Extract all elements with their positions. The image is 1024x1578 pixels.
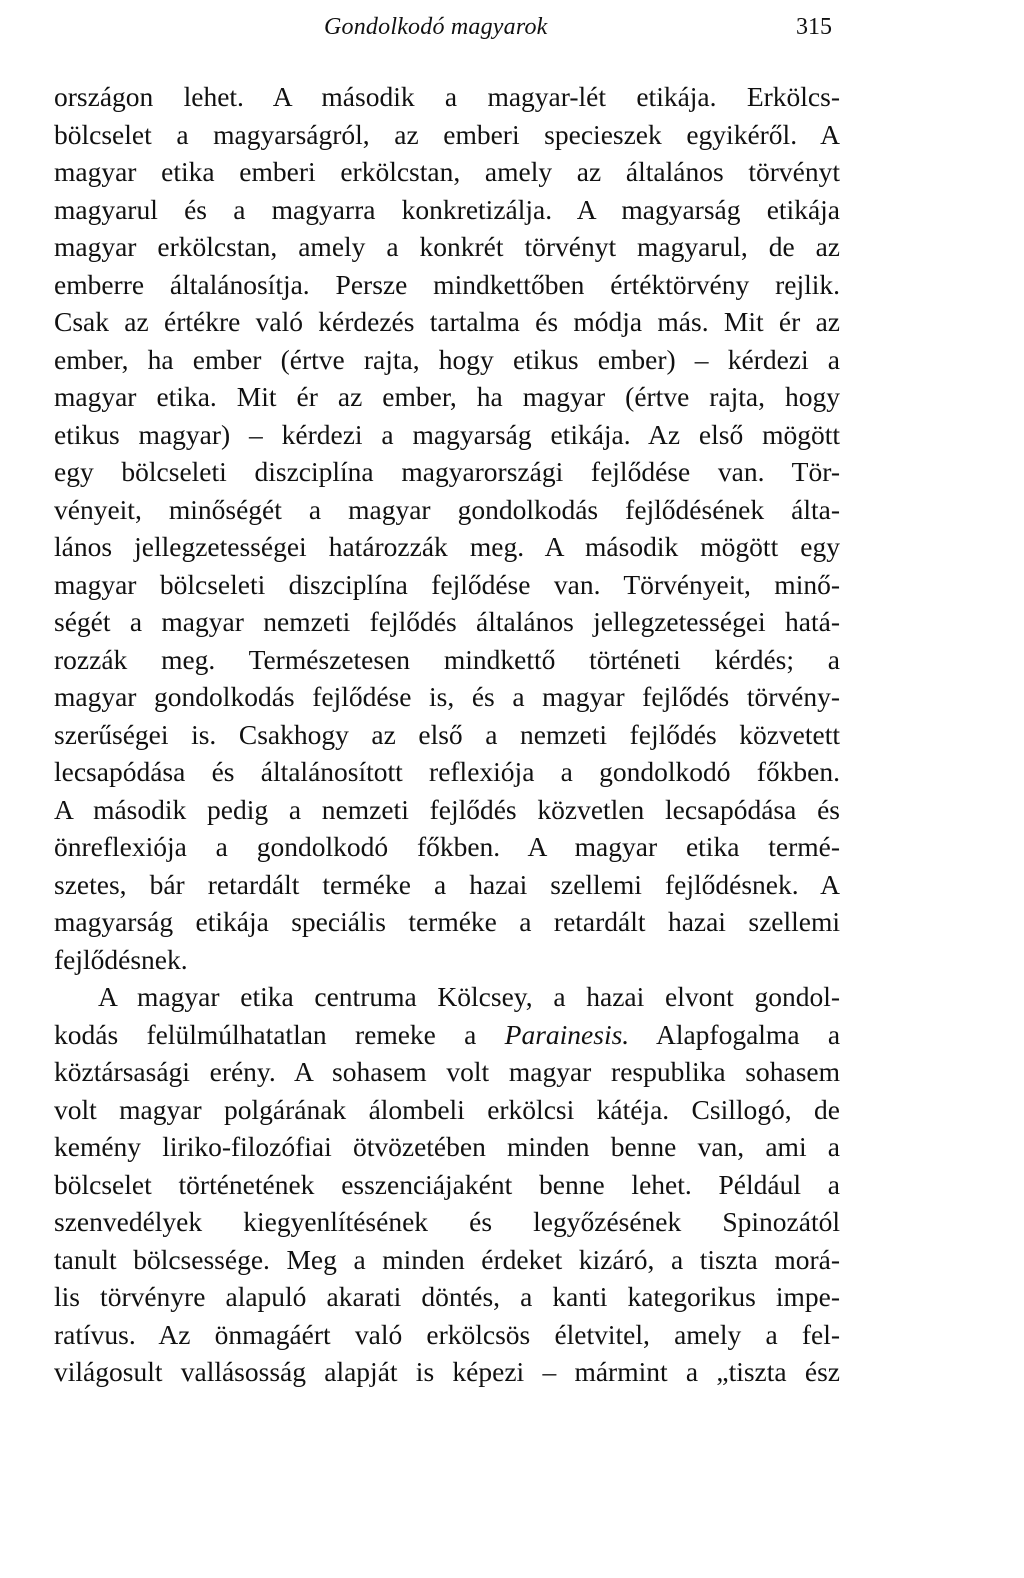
text-line-with-title — [54, 1016, 840, 1054]
text-line: szerűségei is. Csakhogy az első a nemzeti fejlődés közvetett — [54, 718, 840, 750]
text-line: rozzák meg. Természetesen mindkettő történeti kérdés; a — [54, 643, 840, 675]
text-line: tanult bölcsessége. Meg a minden érdeket kizáró, a tiszta morá- — [54, 1243, 840, 1275]
italic-work-title: Parainesis. — [504, 1018, 630, 1050]
text-line: lis törvényre alapuló akarati döntés, a kanti kategorikus impe- — [54, 1281, 840, 1312]
text-line: etikus magyar) – kérdezi a magyarság etikája. Az első mögött — [54, 418, 840, 450]
text-line: magyar etika. Mit ér az ember, ha magyar (értve rajta, hogy — [54, 381, 840, 412]
text-line: önreflexiója a gondolkodó főkben. A magyar etika termé- — [54, 831, 840, 862]
text-line: Csak az értékre való kérdezés tartalma és módja más. Mit ér az — [54, 306, 840, 337]
text-line: szetes, bár retardált terméke a hazai szellemi fejlődésnek. A — [54, 868, 840, 900]
text-line: kemény liriko-filozófiai ötvözetében minden benne van, ami a — [54, 1131, 840, 1162]
text-line: ségét a magyar nemzeti fejlődés általános jellegzetességei hatá- — [54, 606, 840, 637]
page-number: 315 — [796, 14, 832, 40]
text-line: ember, ha ember (értve rajta, hogy etikus ember) – kérdezi a — [54, 343, 840, 375]
text-line: fejlődésnek. — [54, 943, 188, 975]
text-line: bölcselet történetének esszenciájaként benne lehet. Például a — [54, 1168, 840, 1200]
text-line: országon lehet. A második a magyar-lét etikája. Erkölcs- — [54, 81, 840, 112]
text-line: magyarul és a magyarra konkretizálja. A magyarság etikája — [54, 193, 840, 225]
paragraph-2 — [54, 978, 840, 1391]
text-line: vényeit, minőségét a magyar gondolkodás fejlődésének álta- — [54, 493, 840, 525]
text-line: bölcselet a magyarságról, az emberi specieszek egyikéről. A — [54, 118, 840, 150]
book-page — [54, 0, 840, 1391]
text-line: magyar etika emberi erkölcstan, amely az általános törvényt — [54, 156, 840, 187]
text-line: egy bölcseleti diszciplína magyarországi fejlődése van. Tör- — [54, 456, 840, 487]
text-line: emberre általánosítja. Persze mindkettőben értéktörvény rejlik. — [54, 268, 840, 300]
text-line: szenvedélyek kiegyenlítésének és legyőzésének Spinozától — [54, 1206, 840, 1237]
text-line: magyar gondolkodás fejlődése is, és a magyar fejlődés törvény- — [54, 681, 840, 712]
text-line: magyar erkölcstan, amely a konkrét törvényt magyarul, de az — [54, 231, 840, 262]
text-line: magyar bölcseleti diszciplína fejlődése van. Törvényeit, minő- — [54, 568, 840, 600]
text-line: A második pedig a nemzeti fejlődés közvetlen lecsapódása és — [54, 793, 840, 825]
text-line: lános jellegzetességei határozzák meg. A második mögött egy — [54, 531, 840, 562]
text-line: köztársasági erény. A sohasem volt magyar respublika sohasem — [54, 1056, 840, 1087]
text-fragment: Alapfogalma a — [655, 1018, 840, 1050]
text-line: magyarság etikája speciális terméke a retardált hazai szellemi — [54, 906, 840, 937]
running-title: Gondolkodó magyarok — [324, 14, 548, 40]
body-text — [54, 78, 840, 1391]
text-line: lecsapódása és általánosított reflexiója a gondolkodó főkben. — [54, 756, 840, 787]
text-line: A magyar etika centruma Kölcsey, a hazai elvont gondol- — [98, 981, 840, 1012]
text-line: volt magyar polgárának álombeli erkölcsi kátéja. Csillogó, de — [54, 1093, 840, 1125]
text-line: világosult vallásosság alapját is képezi – mármint a „tiszta ész — [54, 1356, 840, 1387]
running-header — [54, 0, 840, 48]
paragraph-1 — [54, 78, 840, 978]
text-line: ratívus. Az önmagáért való erkölcsös életvitel, amely a fel- — [54, 1318, 840, 1350]
text-fragment: kodás felülmúlhatatlan remeke a — [54, 1018, 477, 1050]
